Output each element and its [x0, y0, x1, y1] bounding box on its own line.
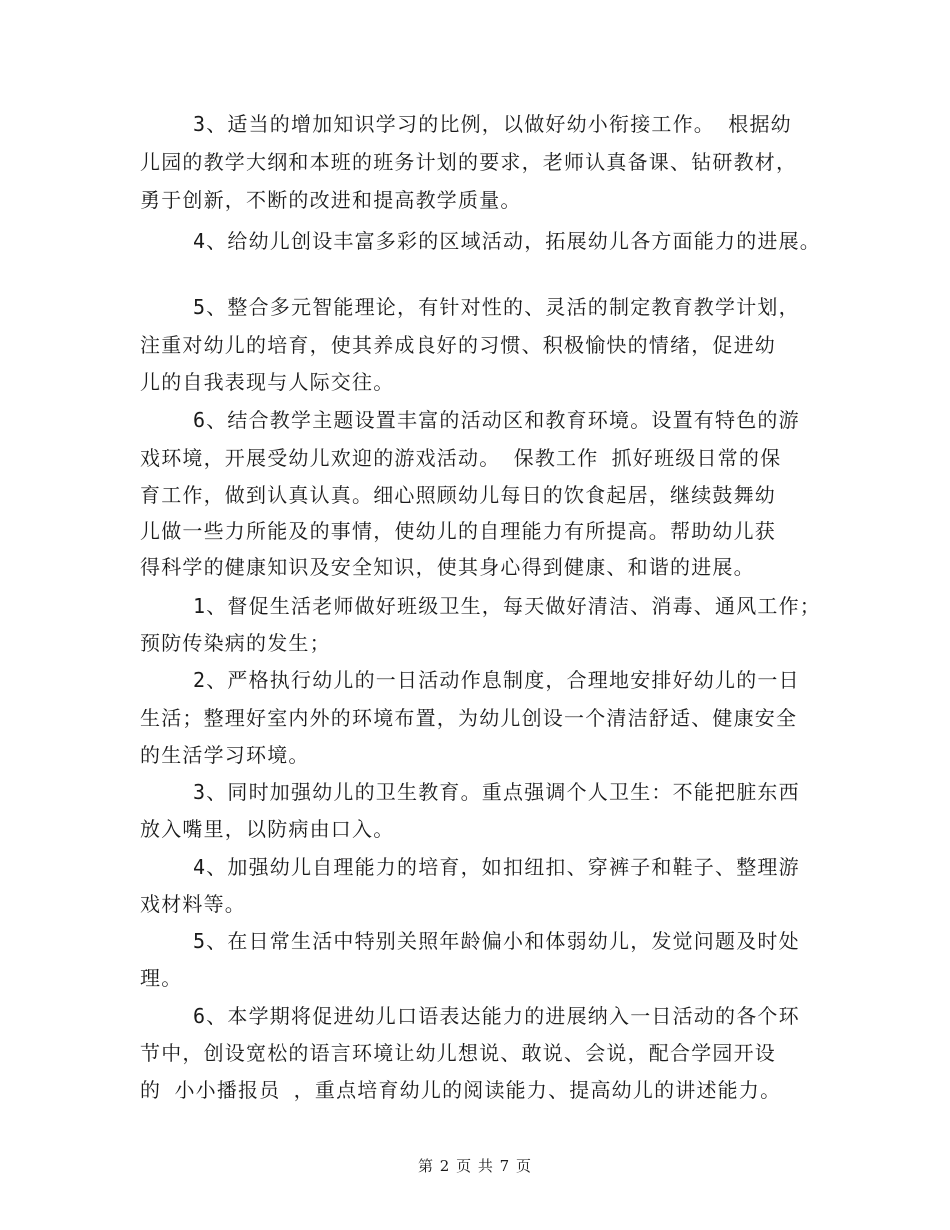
- text-line: 5、整合多元智能理论，有针对性的、灵活的制定教育教学计划，: [140, 295, 800, 319]
- text-line: 育工作，做到认真认真。细心照顾幼儿每日的饮食起居，继续鼓舞幼: [140, 483, 776, 507]
- text-line: 3、同时加强幼儿的卫生教育。重点强调个人卫生：不能把脏东西: [140, 780, 800, 804]
- text-line: 儿的自我表现与人际交往。: [140, 370, 395, 394]
- text-line: 得科学的健康知识及安全知识，使其身心得到健康、和谐的进展。: [140, 555, 755, 579]
- text-line: 理。: [140, 966, 183, 990]
- text-line: 3、适当的增加知识学习的比例，以做好幼小衔接工作。 根据幼: [140, 112, 792, 136]
- text-line: 2、严格执行幼儿的一日活动作息制度，合理地安排好幼儿的一日: [140, 668, 800, 692]
- text-line: 1、督促生活老师做好班级卫生，每天做好清洁、消毒、通风工作；: [140, 594, 822, 618]
- text-line: 的 小小播报员 ，重点培育幼儿的阅读能力、提高幼儿的讲述能力。: [140, 1078, 782, 1102]
- text-line: 4、给幼儿创设丰富多彩的区域活动，拓展幼儿各方面能力的进展。: [140, 229, 822, 253]
- text-line: 6、本学期将促进幼儿口语表达能力的进展纳入一日活动的各个环: [140, 1004, 800, 1028]
- text-line: 注重对幼儿的培育，使其养成良好的习惯、积极愉快的情绪，促进幼: [140, 333, 776, 357]
- text-line: 预防传染病的发生；: [140, 631, 331, 655]
- text-line: 勇于创新，不断的改进和提高教学质量。: [140, 188, 522, 212]
- text-line: 6、结合教学主题设置丰富的活动区和教育环境。设置有特色的游: [140, 408, 800, 432]
- text-line: 儿做一些力所能及的事情，使幼儿的自理能力有所提高。帮助幼儿获: [140, 519, 776, 543]
- text-line: 4、加强幼儿自理能力的培育，如扣纽扣、穿裤子和鞋子、整理游: [140, 855, 800, 879]
- text-line: 儿园的教学大纲和本班的班务计划的要求，老师认真备课、钻研教材，: [140, 150, 798, 174]
- text-line: 的生活学习环境。: [140, 743, 310, 767]
- text-line: 戏材料等。: [140, 892, 246, 916]
- text-line: 戏环境，开展受幼儿欢迎的游戏活动。 保教工作 抓好班级日常的保: [140, 446, 782, 470]
- text-line: 5、在日常生活中特别关照年龄偏小和体弱幼儿，发觉问题及时处: [140, 929, 800, 953]
- text-line: 生活；整理好室内外的环境布置，为幼儿创设一个清洁舒适、健康安全: [140, 706, 798, 730]
- text-line: 节中，创设宽松的语言环境让幼儿想说、敢说、会说，配合学园开设: [140, 1041, 776, 1065]
- page-number-footer: 第 2 页 共 7 页: [418, 1157, 532, 1175]
- text-line: 放入嘴里，以防病由口入。: [140, 817, 395, 841]
